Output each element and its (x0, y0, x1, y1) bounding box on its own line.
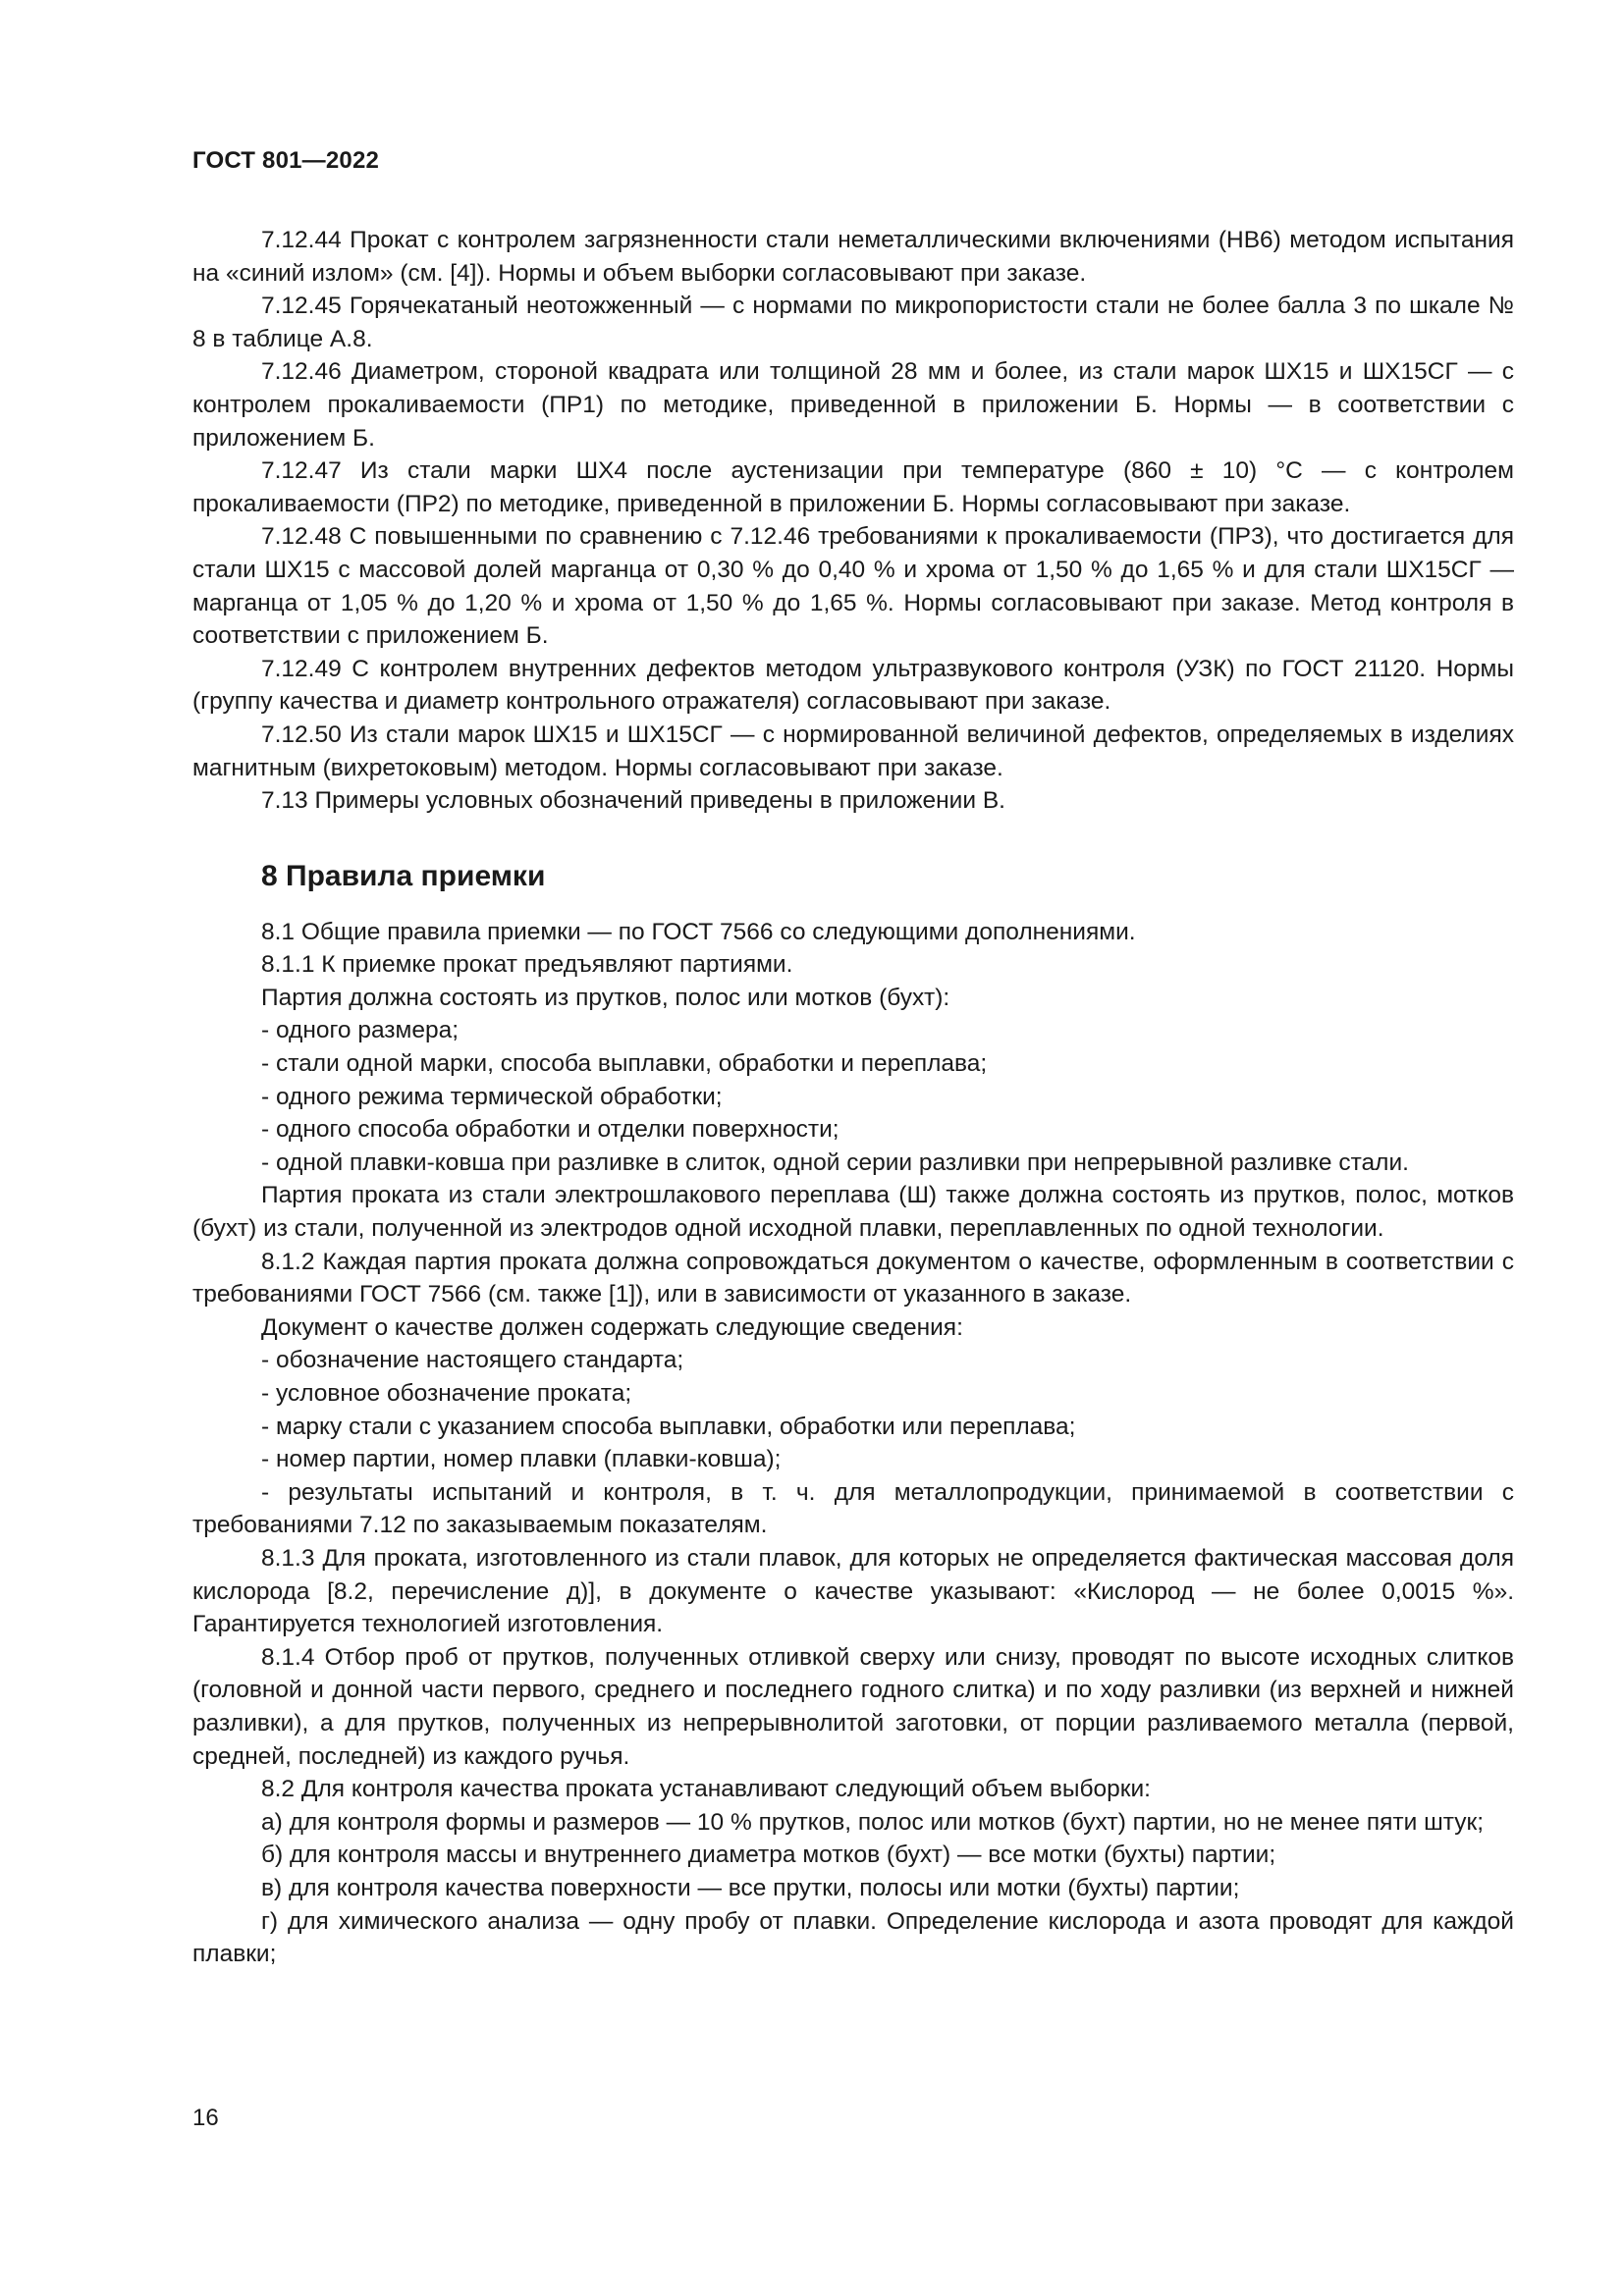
paragraph-quality-document: Документ о качестве должен содержать следующие сведения: (261, 1313, 963, 1341)
paragraph-7-12-46: 7.12.46 Диаметром, стороной квадрата или толщиной 28 мм и более, из стали марок ШХ15 и ШХ15СГ — с контролем прокаливаемости (ПР1) по методике, приведенной в приложении Б. Нормы — в соответствии с приложением Б. (192, 358, 1514, 452)
list-item: г) для химического анализа — одну пробу от плавки. Определение кислорода и азота проводят для каждой плавки; (192, 1907, 1514, 1968)
paragraph-8-1-2: 8.1.2 Каждая партия проката должна сопровождаться документом о качестве, оформленным в соответствии с требованиями ГОСТ 7566 (см. также [1]), или в зависимости от указанного в заказе. (192, 1248, 1514, 1308)
paragraph-esr-batch: Партия проката из стали электрошлакового переплава (Ш) также должна состоять из прутков, полос, мотков (бухт) из стали, полученной из электродов одной исходной плавки, переплавленных по одной технологии. (192, 1182, 1514, 1243)
list-item: - номер партии, номер плавки (плавки-ковша); (261, 1446, 782, 1473)
section-title: 8 Правила приемки (261, 859, 546, 892)
list-item: - марку стали с указанием способа выплавки, обработки или переплава; (261, 1413, 1076, 1440)
list-item: - условное обозначение проката; (261, 1380, 632, 1407)
list-item: - одного способа обработки и отделки поверхности; (261, 1116, 839, 1144)
paragraph-8-2: 8.2 Для контроля качества проката устанавливают следующий объем выборки: (261, 1776, 1151, 1803)
paragraph-8-1-4: 8.1.4 Отбор проб от прутков, полученных отливкой сверху или снизу, проводят по высоте исходных слитков (головной и донной части первого, среднего и последнего годного слитка) и по ходу разливки (из верхней и нижней разливки), а для прутков, полученных из непрерывнолитой заготовки, от порции разливаемого металла (первой, средней, последней) из каждого ручья. (192, 1643, 1514, 1770)
list-item: б) для контроля массы и внутреннего диаметра мотков (бухт) — все мотки (бухты) партии; (261, 1842, 1276, 1869)
paragraph-7-13: 7.13 Примеры условных обозначений приведены в приложении В. (261, 787, 1005, 815)
page-content (192, 224, 1514, 1971)
paragraph-7-12-47: 7.12.47 Из стали марки ШХ4 после аустенизации при температуре (860 ± 10) °С — с контролем прокаливаемости (ПР2) по методике, приведенной в приложении Б. Нормы согласовывают при заказе. (192, 457, 1514, 517)
paragraph-7-12-49: 7.12.49 С контролем внутренних дефектов методом ультразвукового контроля (УЗК) по ГОСТ 21120. Нормы (группу качества и диаметр контрольного отражателя) согласовывают при заказе. (192, 655, 1514, 716)
list-item: - одного размера; (261, 1017, 460, 1044)
paragraph-7-12-48: 7.12.48 С повышенными по сравнению с 7.12.46 требованиями к прокаливаемости (ПР3), что достигается для стали ШХ15 с массовой долей марганца от 0,30 % до 0,40 % и хрома от 1,50 % до 1,65 % и для стали ШХ15СГ — марганца от 1,05 % до 1,20 % и хрома от 1,50 % до 1,65 %. Нормы согласовывают при заказе. Метод контроля в соответствии с приложением Б. (192, 523, 1514, 650)
page-number: 16 (192, 2105, 219, 2131)
list-item: - одного режима термической обработки; (261, 1083, 723, 1110)
document-header: ГОСТ 801—2022 (192, 147, 380, 174)
paragraph-7-12-45: 7.12.45 Горячекатаный неотожженный — с нормами по микропористости стали не более балла 3 по шкале № 8 в таблице А.8. (192, 293, 1514, 352)
paragraph-8-1: 8.1 Общие правила приемки — по ГОСТ 7566 со следующими дополнениями. (261, 918, 1136, 945)
list-item: - обозначение настоящего стандарта; (261, 1347, 684, 1374)
paragraph-8-1-1: 8.1.1 К приемке прокат предъявляют партиями. (261, 951, 793, 979)
paragraph-7-12-50: 7.12.50 Из стали марок ШХ15 и ШХ15СГ — с нормированной величиной дефектов, определяемых в изделиях магнитным (вихретоковым) методом. Нормы согласовывают при заказе. (192, 721, 1514, 781)
list-item: в) для контроля качества поверхности — все прутки, полосы или мотки (бухты) партии; (261, 1874, 1240, 1901)
paragraph-batch-composition: Партия должна состоять из прутков, полос или мотков (бухт): (261, 984, 950, 1011)
list-item: - одной плавки-ковша при разливке в слиток, одной серии разливки при непрерывной разливке стали. (261, 1148, 1409, 1176)
list-item: - результаты испытаний и контроля, в т. ч. для металлопродукции, принимаемой в соответствии с требованиями 7.12 по заказываемым показателям. (192, 1478, 1514, 1539)
paragraph-8-1-3: 8.1.3 Для проката, изготовленного из стали плавок, для которых не определяется фактическая массовая доля кислорода [8.2, перечисление д)], в документе о качестве указывают: «Кислород — не более 0,0015 %». Гарантируется технологией изготовления. (192, 1544, 1514, 1638)
paragraph-7-12-44: 7.12.44 Прокат с контролем загрязненности стали неметаллическими включениями (НВ6) методом испытания на «синий излом» (см. [4]). Нормы и объем выборки согласовывают при заказе. (192, 227, 1514, 287)
list-item: а) для контроля формы и размеров — 10 % прутков, полос или мотков (бухт) партии, но не менее пяти штук; (261, 1808, 1485, 1836)
list-item: - стали одной марки, способа выплавки, обработки и переплава; (261, 1050, 988, 1078)
